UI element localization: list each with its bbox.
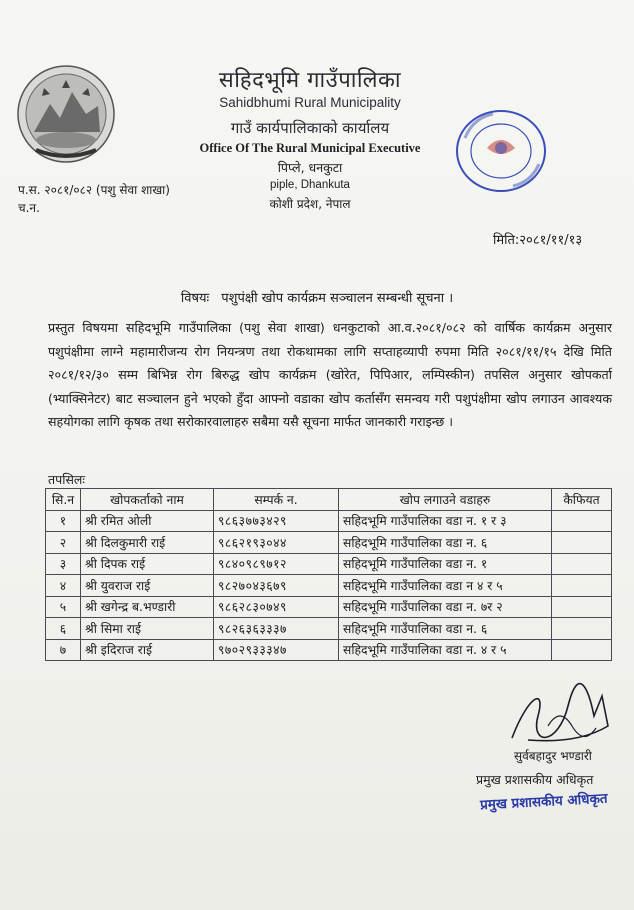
dispatch-number: च.न. <box>18 201 40 215</box>
table-row <box>46 618 612 640</box>
cell-serial: ४ <box>46 575 81 597</box>
notice-date: मिति:२०८१/११/१३ <box>493 233 583 248</box>
table-row <box>46 510 612 532</box>
cell-serial: १ <box>46 510 81 532</box>
subject-label: विषयः <box>180 291 210 306</box>
cell-contact: ९८६३७७३४२९ <box>214 510 339 532</box>
subject-text: पशुपंक्षी खोप कार्यक्रम सञ्चालन सम्बन्धी सूचना । <box>221 291 454 306</box>
address-nepali: पिप्ले, धनकुटा <box>277 160 343 175</box>
vaccinator-table <box>45 488 612 661</box>
notice-body: प्रस्तुत विषयमा सहिदभूमि गाउँपालिका (पशु सेवा शाखा) धनकुटाको आ.व.२०८१/०८२ को वार्षिक कार्यक्रम अनुसार पशुपंक्षीमा लाग्ने महामारीजन्य रोग नियन्त्रण तथा रोकथामका लागि सप्ताहव्यापी रुपमा मिति २०८१/११/१५ देखि मिति २०८१/१२/३० सम्म बिभिन्न रोग बिरुद्ध खोप कार्यक्रम (खोरेत, पिपिआर, लम्पिस्कीन) तपसिल अनुसार खोपकर्ता (भ्याक्सिनेटर) बाट सञ्चालन हुने भएको हुँदा आफ्नो वडाका खोप कर्तासँग समन्वय गरी पशुपंक्षीमा खोप लगाउन आवश्यक सहयोगका लागि कृषक तथा सरोकारवालाहरु सबैमा यसै सूचना मार्फत जानकारी गराइन्छ । <box>48 320 612 429</box>
cell-contact: ९८२६३६३३३७ <box>214 618 339 640</box>
cell-remarks <box>552 596 612 618</box>
municipality-name-nepali: सहिदभूमि गाउँपालिका <box>218 68 402 93</box>
cell-name: श्री सिमा राई <box>81 618 214 640</box>
cell-remarks <box>552 575 612 597</box>
cell-contact: ९८६२८३०७४९ <box>214 596 339 618</box>
cell-name: श्री इदिराज राई <box>81 639 214 661</box>
cell-serial: ६ <box>46 618 81 640</box>
cell-contact: ९८२७०४३६७९ <box>214 575 339 597</box>
cell-serial: २ <box>46 532 81 554</box>
header-serial: सि.न <box>46 489 81 511</box>
subject-line <box>0 288 634 306</box>
nepal-emblem-icon <box>14 62 118 166</box>
reference-number: प.स. २०८१/०८२ (पशु सेवा शाखा) <box>18 183 170 197</box>
header-contact: सम्पर्क न. <box>214 489 339 511</box>
table-row <box>46 639 612 661</box>
cell-remarks <box>552 639 612 661</box>
cell-serial: ३ <box>46 553 81 575</box>
cell-name: श्री दिलकुमारी राई <box>81 532 214 554</box>
cell-contact: ९७०२९३३३४७ <box>214 639 339 661</box>
province-nepali: कोशी प्रदेश, नेपाल <box>269 197 351 211</box>
cell-contact: ९८४०९८९७१२ <box>214 553 339 575</box>
designation-stamp: प्रमुख प्रशासकीय अधिकृत <box>479 790 608 814</box>
cell-wards: सहिदभूमि गाउँपालिका वडा न ४ र ५ <box>339 575 552 597</box>
cell-name: श्री युवराज राई <box>81 575 214 597</box>
office-seal-icon <box>453 108 549 194</box>
details-label: तपसिलः <box>48 472 85 487</box>
cell-name: श्री खगेन्द्र ब.भण्डारी <box>81 596 214 618</box>
table-header-row <box>46 489 612 511</box>
cell-remarks <box>552 618 612 640</box>
table-row <box>46 575 612 597</box>
table-row <box>46 532 612 554</box>
table-body <box>46 510 612 661</box>
header-name: खोपकर्ताको नाम <box>81 489 214 511</box>
cell-wards: सहिदभूमि गाउँपालिका वडा न. ६ <box>339 618 552 640</box>
cell-contact: ९८६२१९३०४४ <box>214 532 339 554</box>
cell-wards: सहिदभूमि गाउँपालिका वडा न. ७र २ <box>339 596 552 618</box>
address-english: piple, Dhankuta <box>270 179 350 191</box>
cell-serial: ७ <box>46 639 81 661</box>
header-wards: खोप लगाउने वडाहरु <box>339 489 552 511</box>
signatory-designation: प्रमुख प्रशासकीय अधिकृत <box>476 772 594 787</box>
municipality-name-english: Sahidbhumi Rural Municipality <box>219 95 401 110</box>
header-remarks: कैफियत <box>552 489 612 511</box>
office-name-nepali: गाउँ कार्यपालिकाको कार्यालय <box>230 119 390 137</box>
cell-serial: ५ <box>46 596 81 618</box>
cell-name: श्री रमित ओली <box>81 510 214 532</box>
cell-remarks <box>552 532 612 554</box>
cell-wards: सहिदभूमि गाउँपालिका वडा न. ४ र ५ <box>339 639 552 661</box>
signatory-name: सुर्वबहादुर भण्डारी <box>514 749 592 763</box>
cell-wards: सहिदभूमि गाउँपालिका वडा न. १ <box>339 553 552 575</box>
cell-remarks <box>552 553 612 575</box>
cell-wards: सहिदभूमि गाउँपालिका वडा न. ६ <box>339 532 552 554</box>
signature-icon <box>498 676 618 756</box>
table-row <box>46 553 612 575</box>
office-name-english: Office Of The Rural Municipal Executive <box>199 141 421 155</box>
table-row <box>46 596 612 618</box>
cell-wards: सहिदभूमि गाउँपालिका वडा न. १ र ३ <box>339 510 552 532</box>
cell-name: श्री दिपक राई <box>81 553 214 575</box>
cell-remarks <box>552 510 612 532</box>
